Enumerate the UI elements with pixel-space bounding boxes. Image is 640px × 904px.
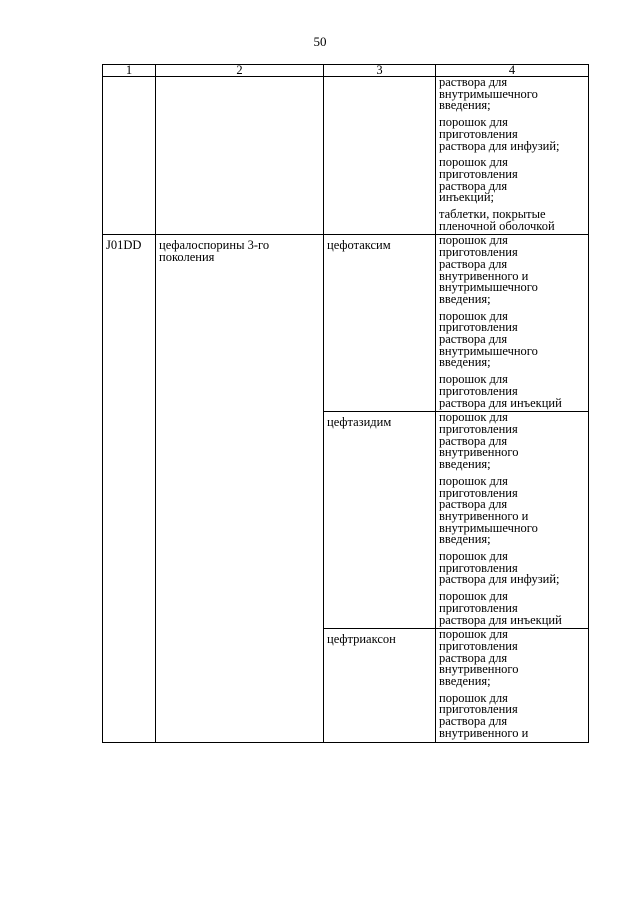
group-name-cell (156, 235, 324, 742)
dosage-form: порошок для приготовления раствора для инъекций (439, 372, 562, 410)
dosage-form: порошок для приготовления раствора для внутривенного введения; (439, 410, 519, 472)
table-row-cefotaxime (103, 235, 589, 412)
page-number: 50 (313, 34, 327, 49)
forms-cell (436, 77, 589, 235)
dosage-form: порошок для приготовления раствора для внутримышечного введения; (439, 308, 538, 370)
drug-table (102, 64, 589, 743)
header-cell-2: 2 (156, 65, 324, 77)
dosage-form: порошок для приготовления раствора для инъекций (439, 589, 562, 627)
drug-name-cell (324, 412, 436, 629)
drug-name: цефотаксим (327, 238, 391, 253)
forms-cell (436, 412, 589, 629)
dosage-form: порошок для приготовления раствора для внутривенного и внутримышечного введения; (439, 473, 538, 547)
dosage-form: порошок для приготовления раствора для инъекций; (439, 155, 518, 205)
code-cell-empty (103, 77, 156, 235)
drug-name-cell (324, 235, 436, 412)
dosage-form: порошок для приготовления раствора для инфузий; (439, 549, 560, 587)
atc-code-cell (103, 235, 156, 742)
header-cell-1: 1 (103, 65, 156, 77)
atc-code: J01DD (106, 238, 142, 253)
header-row (103, 65, 589, 77)
forms-cell (436, 235, 589, 412)
dosage-form: порошок для приготовления раствора для внутривенного и (439, 690, 529, 740)
forms-cell (436, 629, 589, 742)
group-cell-empty (156, 77, 324, 235)
dosage-form: порошок для приготовления раствора для внутривенного введения; (439, 627, 519, 689)
drug-name-cell (324, 629, 436, 742)
drug-name: цефтазидим (327, 415, 392, 430)
dosage-form: порошок для приготовления раствора для инфузий; (439, 115, 560, 153)
dosage-form: таблетки, покрытые пленочной оболочкой (439, 207, 555, 233)
table-row-continuation (103, 77, 589, 235)
header-cell-4: 4 (436, 65, 589, 77)
drug-cell-empty (324, 77, 436, 235)
header-cell-3: 3 (324, 65, 436, 77)
dosage-form: раствора для внутримышечного введения; (439, 75, 538, 113)
dosage-form: порошок для приготовления раствора для внутривенного и внутримышечного введения; (439, 233, 538, 306)
group-name: цефалоспорины 3-го поколения (159, 238, 270, 265)
drug-name: цефтриаксон (327, 632, 396, 647)
